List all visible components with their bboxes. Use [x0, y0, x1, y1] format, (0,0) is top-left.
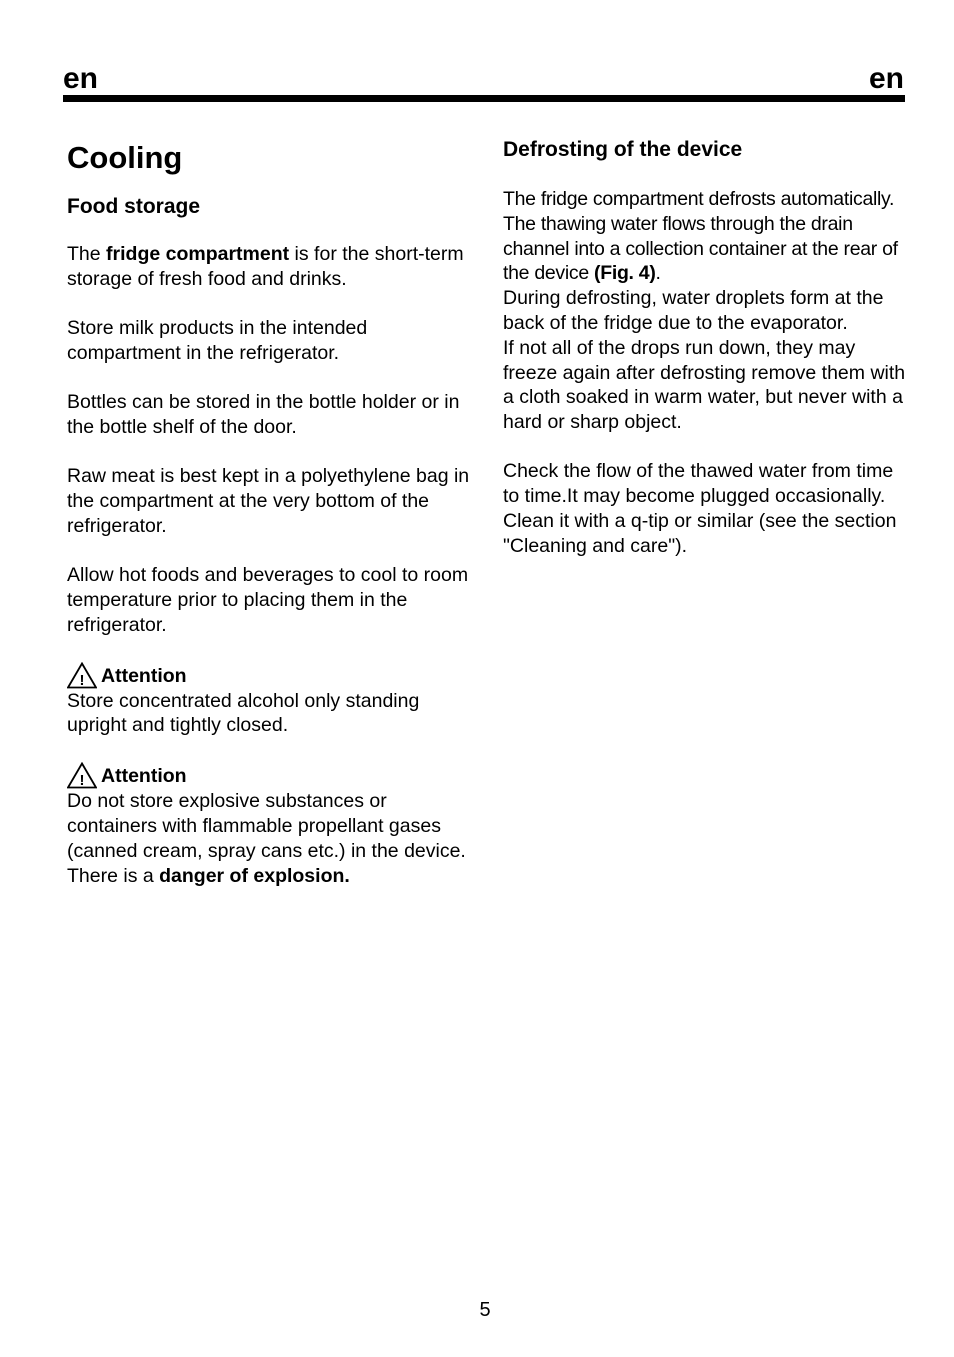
paragraph-text: The [67, 243, 107, 265]
paragraph-droplets: During defrosting, water droplets form at the back of the fridge due to the evaporator. [503, 287, 884, 334]
attention-heading-2 [67, 762, 477, 789]
attention-text-1: Store concentrated alcohol only standing upright and tightly closed. [67, 689, 420, 737]
warning-icon [67, 762, 97, 789]
warning-icon [67, 662, 97, 689]
paragraph-fridge-compartment [67, 242, 477, 292]
paragraph-hot-foods: Allow hot foods and beverages to cool to room temperature prior to placing them in the refrigerator. [67, 564, 469, 636]
attention-label: Attention [101, 765, 187, 788]
paragraph-milk: Store milk products in the intended compartment in the refrigerator. [67, 317, 368, 364]
paragraph-check-flow: Check the flow of the thawed water from time to time.It may become plugged occasionally. Clean it with a q-tip or similar (see the section "Cleaning and care"). [503, 460, 897, 557]
header-rule [63, 95, 905, 102]
paragraph-bold: danger of explosion. [159, 864, 350, 887]
page-number: 5 [479, 1299, 491, 1321]
paragraph-bottles: Bottles can be stored in the bottle holder or in the bottle shelf of the door. [67, 391, 460, 438]
attention-text-2 [67, 789, 477, 888]
paragraph-text: is for the short-term storage of fresh food and drinks. [67, 243, 464, 290]
left-column [67, 138, 477, 888]
paragraph-bold: fridge compartment [106, 243, 290, 265]
svg-text:!: ! [79, 772, 85, 790]
paragraph-text: . [655, 262, 661, 285]
svg-text:!: ! [79, 671, 85, 689]
paragraph-text: The fridge compartment defrosts automatically. The thawing water flows through the drain channel into a collection container at the rear of the device [503, 188, 898, 285]
paragraph-bold: (Fig. 4) [594, 262, 656, 285]
language-label-right: en [868, 62, 904, 95]
subsection-title: Food storage [67, 195, 201, 218]
paragraph-freeze-again: If not all of the drops run down, they may freeze again after defrosting remove them with a cloth soaked in warm water, but never with a hard or sharp object. [503, 336, 906, 434]
attention-label: Attention [101, 664, 187, 687]
right-column [503, 138, 913, 559]
paragraph-defrost-auto [503, 187, 913, 286]
attention-heading-1 [67, 662, 477, 689]
section-title: Cooling [67, 140, 183, 175]
paragraph-raw-meat: Raw meat is best kept in a polyethylene bag in the compartment at the very bottom of the refrigerator. [67, 465, 470, 537]
paragraph-text: Do not store explosive substances or containers with flammable propellant gases (canned cream, spray cans etc.) in the device. There is a [67, 790, 466, 887]
subsection-title-defrosting: Defrosting of the device [503, 138, 743, 161]
language-label-left: en [63, 62, 99, 95]
